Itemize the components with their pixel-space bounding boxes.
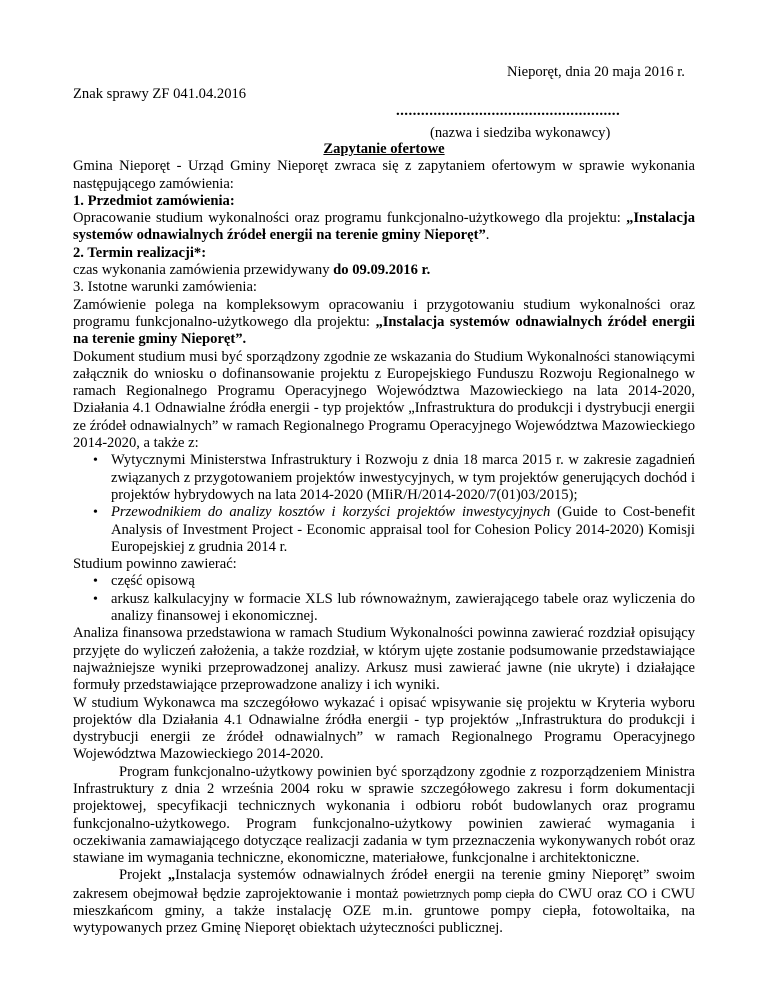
guidelines-list [73, 452, 695, 556]
contractor-label: (nazwa i siedziba wykonawcy) [430, 125, 611, 141]
section-3-paragraph-1: Zamówienie polega na kompleksowym opracowaniu i przygotowaniu studium wykonalności oraz programu funkcjonalno-użytkowego dla projektu: „Instalacja systemów odnawialnych źródeł energii na terenie gminy Nieporęt”. [73, 296, 695, 348]
section-3-paragraph-2: Dokument studium musi być sporządzony zgodnie ze wskazania do Studium Wykonalności stanowiącymi załącznik do wniosku o dofinansowanie projektu z Europejskiego Funduszu Rozwoju Regionalnego w ramach Regionalnego Programu Operacyjnego Województwa Mazowieckiego na lata 2014-2020, Działania 4.1 Odnawialne źródła energii - typ projektów „Infrastruktura do produkcji i dystrybucji energii ze źródeł odnawialnych” w ramach Regionalnego Programu Operacyjnego Województwa Mazowieckiego 2014-2020, a także z: [73, 348, 695, 452]
list-item: • arkusz kalkulacyjny w formacie XLS lub równoważnym, zawierającego tabele oraz wyliczenia do analizy finansowej i ekonomicznej. [73, 591, 695, 626]
page-title: Zapytanie ofertowe [323, 141, 445, 157]
section-3-paragraph-3: Analiza finansowa przedstawiona w ramach Studium Wykonalności powinna zawierać rozdział opisujący przyjęte do wyliczeń założenia, a także rozdział, w którym ujęte zostanie podsumowanie przedstawiające najważniejsze wyniki przeprowadzonej analizy. Arkusz musi zawierać jawne (nie ukryte) i działające formuły przedstawiające przeprowadzone analizy i ich wyniki. [73, 625, 695, 694]
section-1-heading: 1. Przedmiot zamówienia: [73, 192, 235, 209]
list-item: • część opisową [73, 573, 695, 590]
intro-paragraph: Gmina Nieporęt - Urząd Gminy Nieporęt zwraca się z zapytaniem ofertowym w sprawie wykonania następującego zamówienia: [73, 158, 695, 192]
section-1-text: Opracowanie studium wykonalności oraz programu funkcjonalno-użytkowego dla projektu: „Instalacja systemów odnawialnych źródeł energii na terenie gminy Nieporęt”. [73, 210, 695, 244]
place-date: Nieporęt, dnia 20 maja 2016 r. [507, 64, 685, 80]
study-contents-list [73, 573, 695, 625]
list-item: • Wytycznymi Ministerstwa Infrastruktury i Rozwoju z dnia 18 marca 2015 r. w zakresie zagadnień związanych z przygotowaniem projektów inwestycyjnych, w tym projektów generujących dochód i projektów hybrydowych na lata 2014-2020 (MIiR/H/2014-2020/7(01)03/2015); [73, 452, 695, 504]
project-name: „Instalacja systemów odnawialnych źródeł energii na terenie gminy Nieporęt” [73, 210, 695, 244]
list-item: • Przewodnikiem do analizy kosztów i korzyści projektów inwestycyjnych (Guide to Cost-benefit Analysis of Investment Project - Economic appraisal tool for Cohesion Policy 2014-2020) Komisji Europejskiej z grudnia 2014 r. [73, 504, 695, 556]
section-3-paragraph-6: Projekt „Instalacja systemów odnawialnych źródeł energii na terenie gminy Nieporęt” swoim zakresem obejmował będzie zaprojektowanie i montaż powietrznych pomp ciepła do CWU oraz CO i CWU mieszkańcom gminy, a także instalację OZE m.in. gruntowe pompy ciepła, fotowoltaika, na wytypowanych przez Gminę Nieporęt obiektach użyteczności publicznej. [73, 867, 696, 937]
section-3-paragraph-5: Program funkcjonalno-użytkowy powinien być sporządzony zgodnie z rozporządzeniem Ministra Infrastruktury z dnia 2 września 2004 roku w sprawie szczegółowego zakresu i form dokumentacji projektowej, specyfikacji technicznych wykonania i odbioru robót budowlanych oraz programu funkcjonalno-użytkowego. Program funkcjonalno-użytkowy powinien zawierać wymagania i oczekiwania zamawiającego dotyczące realizacji zadania w tym przeznaczenia wykonywanych robót oraz stawiane im wymagania techniczne, ekonomiczne, materiałowe, funkcjonalne i architektoniczne. [73, 763, 695, 867]
project-name-2: „Instalacja systemów odnawialnych źródeł energii na terenie gminy Nieporęt”. [73, 313, 695, 348]
section-3-heading: 3. Istotne warunki zamówienia: [73, 279, 257, 296]
document-body [73, 141, 695, 938]
contractor-dotted-line: ...................................................... [396, 103, 621, 119]
deadline: do 09.09.2016 r. [333, 262, 431, 279]
section-2-text: czas wykonania zamówienia przewidywany do 09.09.2016 r. [73, 262, 431, 279]
study-contents-label: Studium powinno zawierać: [73, 556, 237, 573]
case-reference: Znak sprawy ZF 041.04.2016 [73, 86, 247, 102]
section-2-heading: 2. Termin realizacji*: [73, 244, 207, 261]
section-3-paragraph-4: W studium Wykonawca ma szczegółowo wykazać i opisać wpisywanie się projektu w Kryteria wyboru projektów dla Działania 4.1 Odnawialne źródła energii - typ projektów „Infrastruktura do produkcji i dystrybucji energii ze źródeł odnawialnych” w ramach Regionalnego Programu Operacyjnego Województwa Mazowieckiego 2014-2020. [73, 694, 695, 763]
